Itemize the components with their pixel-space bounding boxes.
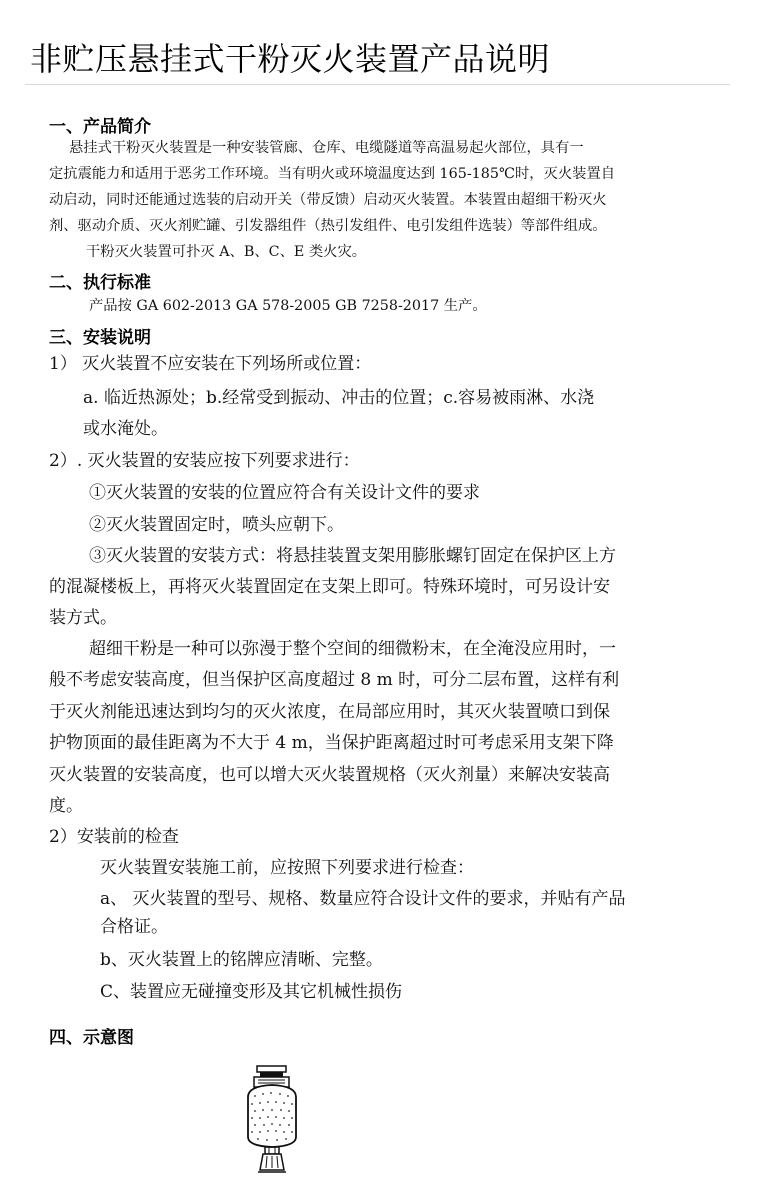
intro-line: 动启动，同时还能通过选装的启动开关（带反馈）启动灭火装置。本装置由超细干粉灭火: [49, 192, 607, 208]
standards-line: 产品按 GA 602-2013 GA 578-2005 GB 7258-2017 生产。: [89, 298, 487, 314]
section-heading-installation: 三、安装说明: [49, 328, 151, 348]
section-heading-standards: 二、执行标准: [49, 273, 151, 293]
install-line: 或水淹处。: [83, 419, 168, 439]
install-line: 护物顶面的最佳距离为不大于 4 m，当保护距离超过时可考虑采用支架下降: [49, 733, 614, 753]
install-line: ②灭火装置固定时，喷头应朝下。: [89, 515, 344, 535]
install-line: 装方式。: [49, 608, 117, 628]
page-title: 非贮压悬挂式干粉灭火装置产品说明: [30, 40, 551, 78]
install-line: 灭火装置安装施工前，应按照下列要求进行检查：: [100, 858, 474, 878]
install-line: a. 临近热源处；b.经常受到振动、冲击的位置；c.容易被雨淋、水浇: [83, 388, 595, 408]
section-heading-intro: 一、产品简介: [49, 117, 151, 137]
install-line: 的混凝楼板上，再将灭火装置固定在支架上即可。特殊环境时，可另设计安: [49, 577, 610, 597]
install-line: 于灭火剂能迅速达到均匀的灭火浓度，在局部应用时，其灭火装置喷口到保: [49, 702, 610, 722]
install-line: b、灭火装置上的铭牌应清晰、完整。: [100, 950, 383, 970]
install-line: 般不考虑安装高度，但当保护区高度超过 8 m 时，可分二层布置，这样有利: [49, 670, 620, 690]
install-line: ①灭火装置的安装的位置应符合有关设计文件的要求: [89, 483, 480, 503]
install-line: 超细干粉是一种可以弥漫于整个空间的细微粉末，在全淹没应用时，一: [89, 639, 616, 659]
install-line: C、装置应无碰撞变形及其它机械性损伤: [100, 982, 403, 1002]
install-line: 2）安装前的检查: [49, 827, 179, 847]
install-line: a、 灭火装置的型号、规格、数量应符合设计文件的要求，并贴有产品: [100, 889, 626, 909]
hanging-extinguisher-icon: [236, 1064, 308, 1184]
install-line: ③灭火装置的安装方式：将悬挂装置支架用膨胀螺钉固定在保护区上方: [89, 546, 616, 566]
intro-line: 定抗震能力和适用于恶劣工作环境。当有明火或环境温度达到 165-185℃时，灭火装置自: [49, 166, 616, 182]
install-line: 1） 灭火装置不应安装在下列场所或位置：: [49, 354, 372, 374]
install-line: 灭火装置的安装高度，也可以增大灭火装置规格（灭火剂量）来解决安装高: [49, 765, 610, 785]
title-divider: [25, 84, 730, 85]
intro-line: 剂、驱动介质、灭火剂贮罐、引发器组件（热引发组件、电引发组件选装）等部件组成。: [49, 218, 607, 234]
install-line: 合格证。: [100, 917, 168, 937]
install-line: 度。: [49, 796, 83, 816]
intro-line: 悬挂式干粉灭火装置是一种安装管廊、仓库、电缆隧道等高温易起火部位，具有一: [69, 140, 584, 156]
intro-line: 干粉灭火装置可扑灭 A、B、C、E 类火灾。: [86, 244, 367, 260]
install-line: 2）. 灭火装置的安装应按下列要求进行：: [49, 451, 360, 471]
section-heading-diagram: 四、示意图: [49, 1028, 134, 1048]
